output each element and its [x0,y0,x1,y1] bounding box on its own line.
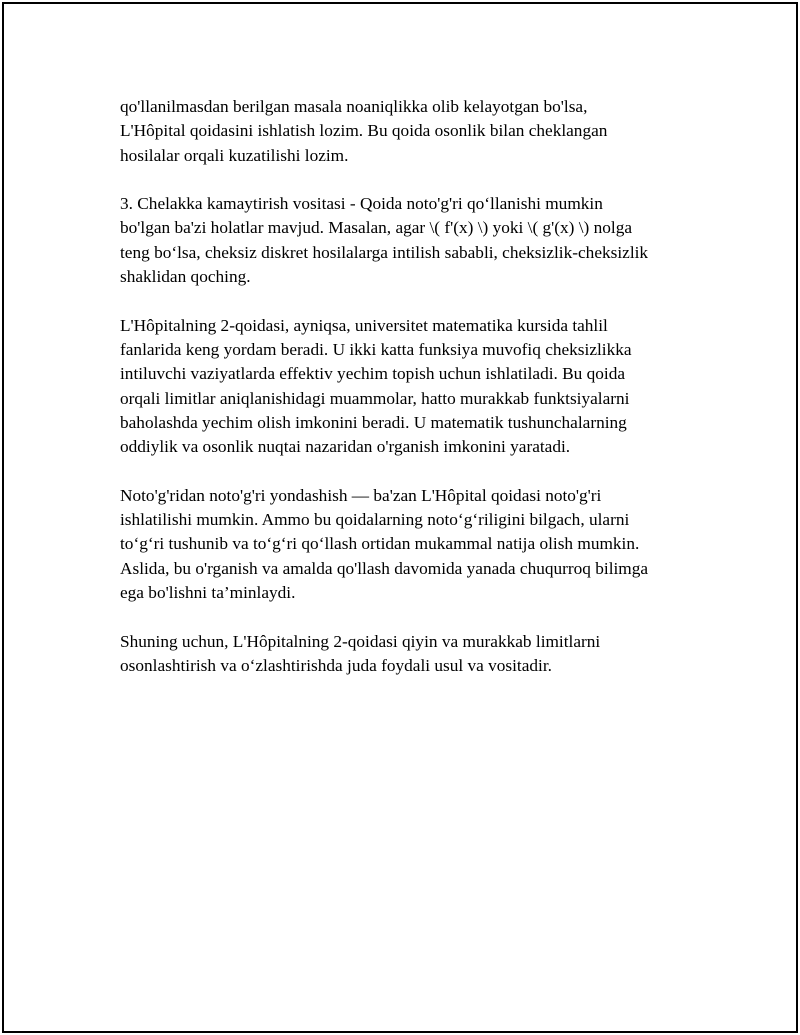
text-line: intiluvchi vaziyatlarda effektiv yechim topish uchun ishlatiladi. Bu qoida [120,364,626,384]
text-line: ishlatilishi mumkin. Ammo bu qoidalarning noto‘g‘riligini bilgach, ularni [120,510,630,530]
text-line: to‘g‘ri tushunib va to‘g‘ri qo‘llash ortidan mukammal natija olish mumkin. [120,534,640,554]
paragraph-2 [120,192,700,289]
text-line: qo'llanilmasdan berilgan masala noaniqlikka olib kelayotgan bo'lsa, [120,97,588,116]
text-line: L'Hôpital qoidasini ishlatish lozim. Bu qoida osonlik bilan cheklangan [120,121,608,141]
text-line: 3. Chelakka kamaytirish vositasi - Qoida noto'g'ri qo‘llanishi mumkin [120,194,603,214]
paragraph-1 [120,95,700,168]
text-line: Noto'g'ridan noto'g'ri yondashish — ba'zan L'Hôpital qoidasi noto'g'ri [120,485,602,505]
text-line: Shuning uchun, L'Hôpitalning 2-qoidasi qiyin va murakkab limitlarni [120,631,601,651]
text-line: bo'lgan ba'zi holatlar mavjud. Masalan, agar \( f'(x) \) yoki \( g'(x) \) nolga [120,218,633,238]
text-line: teng bo‘lsa, cheksiz diskret hosilalarga intilish sababli, cheksizlik-cheksizlik [120,242,649,262]
text-line: L'Hôpitalning 2-qoidasi, ayniqsa, universitet matematika kursida tahlil [120,315,608,335]
text-line: fanlarida keng yordam beradi. U ikki katta funksiya muvofiq cheksizlikka [120,339,632,359]
text-line: osonlashtirish va o‘zlashtirishda juda foydali usul va vositadir. [120,655,552,675]
text-line: ega bo'lishni ta’minlaydi. [120,582,296,602]
text-line: orqali limitlar aniqlanishidagi muammolar, hatto murakkab funktsiyalarni [120,388,630,408]
paragraph-4 [120,484,700,605]
paragraph-5 [120,630,700,679]
text-line: Aslida, bu o'rganish va amalda qo'llash davomida yanada chuqurroq bilimga [120,558,649,578]
document-body [120,95,700,678]
text-line: oddiylik va osonlik nuqtai nazaridan o'rganish imkonini yaratadi. [120,437,571,457]
text-line: baholashda yechim olish imkonini beradi. U matematik tushunchalarning [120,412,627,432]
text-line: shaklidan qoching. [120,267,251,287]
page-frame [2,2,798,1033]
text-line: hosilalar orqali kuzatilishi lozim. [120,145,349,165]
paragraph-3 [120,314,700,460]
